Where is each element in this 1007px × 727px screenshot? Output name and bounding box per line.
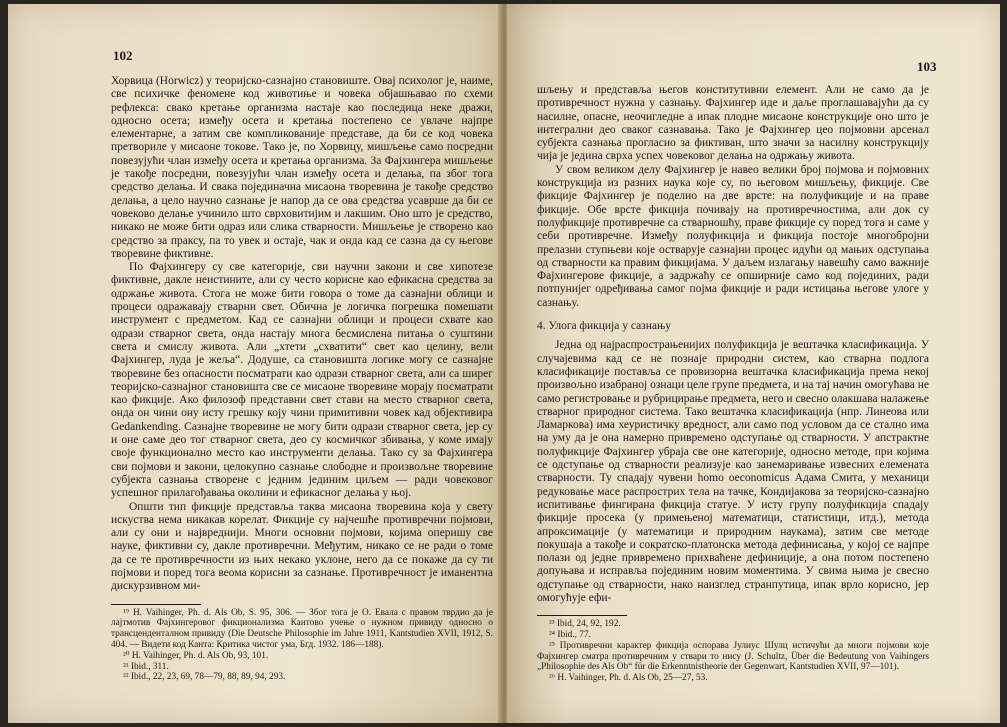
footnotes xyxy=(537,619,929,684)
footnote: ²² Ibid., 22, 23, 69, 78—79, 88, 89, 94, 293. xyxy=(123,672,286,683)
footnote: ¹⁹ H. Vaihinger, Ph. d. Als Ob, S. 95, 306. — Због тога је О. Евала с правом тврдио да је лајтмотив Фајхингеровог фикционализма Кантово учење о нужном привиду односно о трансценденталном привиду (Die Deutsche Philosophie im Jahre 1911, Kantstudien XVII, 1912, S. 404. — Видети код Канта: Критика чистог ума, Бгд. 1932. 186—188). xyxy=(111,607,493,650)
footnote: ²⁶ H. Vaihinger, Ph. d. Als Ob, 25—27, 53. xyxy=(549,673,708,684)
paragraph: Хорвица (Horwicz) у теоријско-сазнајно становиште. Овај психолог је, наиме, све психичке феномене код животиње и човека објашњавао по схеми рефлекса: свако кретање организма настаје као последица неке дражи, односно осета; између осета и кретања постепено се увлаче најпре елементарне, а затим све компликованије представе, да би се код човека претвориле у мисаоне токове. Тако је, по Хорвицу, мишљење само посредни повезујући члан између осета и кретања организма. За Фајхингера мишљење је такође посредни, повезујући члан између осета и делања, па због тога средство делања. И свака појединачна мисаона творевина је такође средство делања, а цело научно сазнање је напор да се ова средства усаврше да би се човеково делање учинило што сврховитијим и лакшим. Оно што је средство, никако не може бити одраз или слика стварности. Мишљење је створено као средство за праксу, па то увек и остаје, чак и онда кад се сазна да су његове творевине фиктивне. xyxy=(111,75,493,260)
left-page-body xyxy=(111,75,493,683)
book-spread xyxy=(8,4,1000,723)
paragraph: Општи тип фикције представља таква мисаона творевина која у свету искуства нема никакав корелат. Фикције су најчешће противречни појмови, али су они и највреднији. Многи основни појмови, којима оперишу све науке, фиктивни су, дакле противречни. Међутим, никако се не ради о томе да се те противречности из њих некако уклоне, него да се покаже да су ти појмови и поред тога веома корисни за сазнање. Противречност је иманентна дискурзивном ми- xyxy=(111,500,493,593)
footnote: ²³ Ibid, 24, 92, 192. xyxy=(549,619,621,630)
paragraph: Једна од најраспрострањенијих полуфикција је вештачка класификација. У случајевима кад се не познаје природни систем, као стварна подлога класификације поставља се провизорна вештачка класификација према некој произвољно изабраној ознаци целе групе предмета, и на тај начин омогућава не само регистровање и рубрицирање предмета, него и свесно олакшава налажење стварног природног система. Тако вештачка класификација (нпр. Линеова или Ламаркова) има хеуристичку вредност, али само под условом да се стално има на уму да је она намерно привремено одступање од стварности. У апстрактне полуфикције Фајхингер убраја све оне категорије, односно методе, при којима се одступање од стварности реализује као занемаривање извесних елемената стварности. Ту спадају чувени homo oeconomicus Адама Смита, у механици редуковање масе распрострих тела на тачке, Кондијакова за теоријско-сазнајно испитивање фингирана фикција статуе. У исту групу полуфикција спадају фикције просека (у примењеној математици, статистици, итд.), метода апроксимације (у математици и природним наукама), затим све методе покушаја а такође и сократско-платонска метода дефинисања, у којој се најпре полази од једне привремено прихваћене дефиниције, а она потом постепено допуњава и исправља појединим новим моментима. У свима њима је свесно одступање од стварности, нако наизглед странпутица, ипак врло корисно, јер омогућује ефи- xyxy=(537,339,929,604)
left-page xyxy=(8,4,501,723)
footnotes xyxy=(111,608,493,684)
right-page-body xyxy=(537,84,929,684)
paragraph: У свом великом делу Фајхингер је навео велики број појмова и појмовних конструкција из разних наука које су, по његовом мишљењу, фикције. Све фикције Фајхингер је поделио на две врсте: на полуфикције и на праве фикције. Обе врсте фикција почивају на противречностима, али док су полуфикције противречне са стварношћу, праве фикције су поред тога и саме у себи противречне. Између полуфикција и фикција постоје многоброjни прелазни ступњеви које остварује сазнајни процес идући од мањих одступања од стварности ка правим фикцијама. У даљем излагању навешћу само важније Фајхингерове фикције, а задржаћу се опширније само код појединих, ради потпунијег одређивања самог појма фикције и ради истицања његове улоге у сазнању. xyxy=(537,163,929,309)
footnote: ²¹ Ibid., 311. xyxy=(123,661,169,672)
footnote-rule xyxy=(111,604,201,605)
footnote: ²⁰ H. Vaihinger, Ph. d. Als Ob, 93, 101. xyxy=(123,650,269,661)
footnote: ²⁴ Ibid., 77. xyxy=(549,630,591,641)
page-number-right: 103 xyxy=(917,59,937,74)
paragraph: По Фајхингеру су све категорије, сви научни закони и све хипотезе фиктивне, дакле неистините, али су често корисне као ефикасна средства за одржање живота. Стога не може бити говора о томе да сазнајни облици и процеси одражавају стварни свет. Обична је логичка погрешка помешати инструмент с предметом. Кад се сазнајни облици и процеси схвате као одрази стварног света, онда настају многа бесмислена питања о суштини света и смислу живота. Али „хтети „схватити“ свет као целину, вели Фајхингер, луда је жеља“. Додуше, са становишта логике могу се сазнајне творевине без опасности посматрати као одрази стварног света, али са ширег теоријско-сазнајног становишта све се мисаоне творевине морају посматрати као фикције. Ако филозоф представни свет стави на место стварног света, онда он чини ону исту грешку коју чини примитивни човек кад објективира Gedankending. Сазнајне творевине не могу бити одрази стварног света, јер су и оне саме део тог стварног света, део су космичког збивања, у коме имају своје функционално место као инструменти делања. Тако су за Фајхингера сви појмови и закони, целокупно сазнање слободне и произвољне творевине субјекта сазнања створене с једним јединим циљем — ради човековог успешног прилагођавања околини и ефикасног делања у њој. xyxy=(111,261,493,500)
right-page xyxy=(507,4,1000,723)
footnote-rule xyxy=(537,615,627,616)
paragraph: шљењу и представља његов конститутивни елемент. Али не само да је противречност нужна у сазнању. Фајхингер иде и даље проглашавајући да су насилне, опасне, неочигледне а ипак плодне мисаоне конструкције оно што је интегрални део сваког сазнавања. Тако је Фајхингер цео појмовни арсенал субјекта сазнања прогласио за фиктиван, што значи за насилну конструкцију чија је једина сврха успех човековог делања на одржању живота. xyxy=(537,84,929,163)
footnote: ²⁵ Противречни карактер фикција оспорава Јулиус Шулц истичући да многи појмови које Фајхингер сматра противречним у ствари то нису (J. Schultz, Über die Bedeutung von Vaihingers „Philosophie des Als Ob“ für die Erkenntnistheorie der Gegenwart, Kantstudien XVII, 97—101). xyxy=(537,640,929,673)
page-number-left: 102 xyxy=(113,48,133,63)
section-heading: 4. Улога фикција у сазнању xyxy=(537,320,672,333)
